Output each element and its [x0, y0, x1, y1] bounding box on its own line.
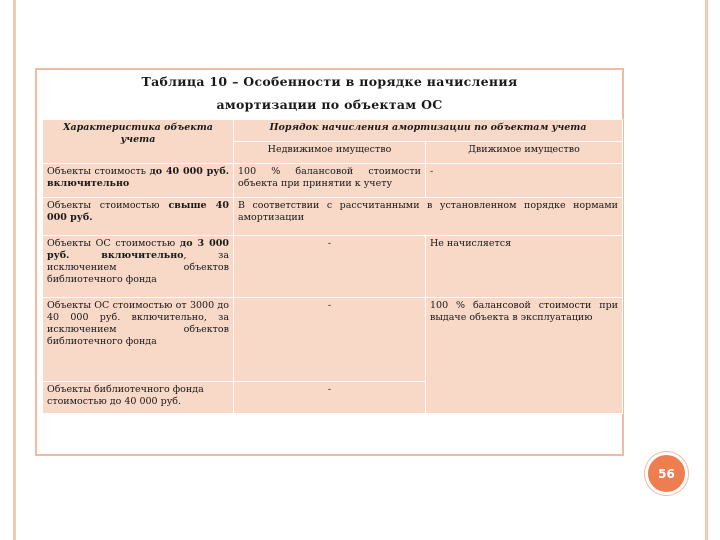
table-row: [43, 164, 623, 198]
row-characteristic: [43, 236, 234, 298]
table-title-line2: амортизации по объектам ОС: [216, 97, 443, 112]
row-immovable: 100 % балансовой стоимости объекта при принятии к учету: [234, 164, 426, 198]
row-movable-merged: 100 % балансовой стоимости при выдаче объекта в эксплуатацию: [426, 298, 623, 414]
row-immovable: -: [234, 236, 426, 298]
row-characteristic: [43, 198, 234, 236]
row-merged-order: В соответствии с рассчитанными в установленном порядке нормами амортизации: [234, 198, 623, 236]
table-header-row: [43, 120, 623, 142]
page-number-badge: 56: [645, 452, 688, 495]
row-characteristic: Объекты библиотечного фонда стоимостью до 40 000 руб.: [43, 382, 234, 414]
char-bold-text: до 3 000 руб. включительно: [47, 238, 229, 261]
char-bold-text: до 40 000 руб. включительно: [47, 166, 229, 189]
slide-content-box: [35, 68, 624, 456]
header-order: Порядок начисления амортизации по объектам учета: [234, 120, 623, 142]
right-frame-rule: [705, 0, 708, 540]
row-movable: -: [426, 164, 623, 198]
char-text: Объекты ОС стоимостью: [47, 238, 180, 249]
row-characteristic: [43, 164, 234, 198]
table-row: [43, 298, 623, 382]
table-row: [43, 236, 623, 298]
amortization-table: [42, 119, 623, 414]
row-immovable: -: [234, 298, 426, 382]
table-title-line1: Таблица 10 – Особенности в порядке начисления: [141, 74, 518, 89]
row-characteristic: Объекты ОС стоимостью от 3000 до 40 000 руб. включительно, за исключением объектов библиотечного фонда: [43, 298, 234, 382]
header-characteristic: Характеристика объекта учета: [43, 120, 234, 164]
subheader-immovable: Недвижимое имущество: [234, 142, 426, 164]
char-text: Объекты стоимостью: [47, 200, 169, 211]
char-text: Объекты стоимость: [47, 166, 150, 177]
row-immovable: -: [234, 382, 426, 414]
table-row: [43, 198, 623, 236]
char-suffix-text: , за исключением объектов библиотечного фонда: [47, 250, 229, 285]
row-movable: Не начисляется: [426, 236, 623, 298]
subheader-movable: Движимое имущество: [426, 142, 623, 164]
char-bold-text: свыше 40 000 руб.: [47, 200, 229, 223]
left-frame-rule: [13, 0, 16, 540]
